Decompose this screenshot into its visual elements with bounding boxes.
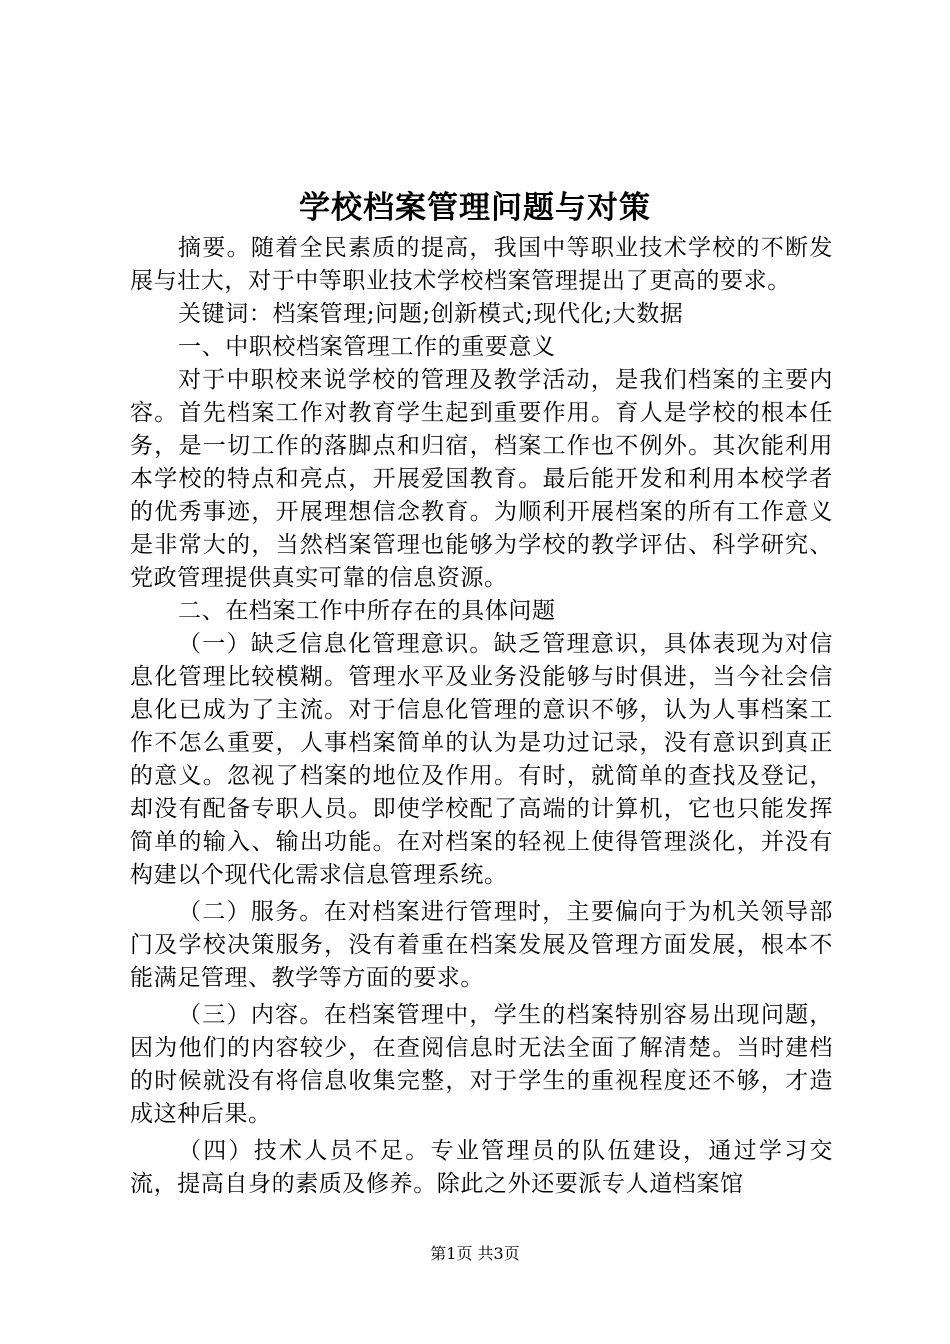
section-heading-2: 二、在档案工作中所存在的具体问题 [178,598,556,624]
abstract-paragraph: 摘要。随着全民素质的提高，我国中等职业技术学校的不断发展与壮大，对于中等职业技术学校档案管理提出了更高的要求。 [130,235,833,294]
issue-1-paragraph: （一）缺乏信息化管理意识。缺乏管理意识，具体表现为对信息化管理比较模糊。管理水平及业务没能够与时俱进，当今社会信息化已成为了主流。对于信息化管理的意识不够，认为人事档案工作不怎么重要，人事档案简单的认为是功过记录，没有意识到真正的意义。忽视了档案的地位及作用。有时，就简单的查找及登记，却没有配备专职人员。即使学校配了高端的计算机，它也只能发挥简单的输入、输出功能。在对档案的轻视上使得管理淡化，并没有构建以个现代化需求信息管理系统。 [130,631,833,888]
keywords-paragraph: 关键词：档案管理;问题;创新模式;现代化;大数据 [178,301,684,327]
page-number-footer: 第1页 共3页 [430,1244,520,1263]
document-title: 学校档案管理问题与对策 [299,190,651,226]
section-heading-1: 一、中职校档案管理工作的重要意义 [178,334,556,360]
issue-2-paragraph: （二）服务。在对档案进行管理时，主要偏向于为机关领导部门及学校决策服务，没有着重在档案发展及管理方面发展，根本不能满足管理、教学等方面的要求。 [130,899,833,991]
document-body [130,232,833,1201]
section-1-paragraph: 对于中职校来说学校的管理及教学活动，是我们档案的主要内容。首先档案工作对教育学生起到重要作用。育人是学校的根本任务，是一切工作的落脚点和归宿，档案工作也不例外。其次能利用本学校的特点和亮点，开展爱国教育。最后能开发和利用本校学者的优秀事迹，开展理想信念教育。为顺利开展档案的所有工作意义是非常大的，当然档案管理也能够为学校的教学评估、科学研究、党政管理提供真实可靠的信息资源。 [130,367,833,591]
issue-4-paragraph: （四）技术人员不足。专业管理员的队伍建设，通过学习交流，提高自身的素质及修养。除此之外还要派专人道档案馆 [130,1138,833,1197]
issue-3-paragraph: （三）内容。在档案管理中，学生的档案特别容易出现问题，因为他们的内容较少，在查阅信息时无法全面了解清楚。当时建档的时候就没有将信息收集完整，对于学生的重视程度还不够，才造成这种后果。 [130,1002,833,1127]
